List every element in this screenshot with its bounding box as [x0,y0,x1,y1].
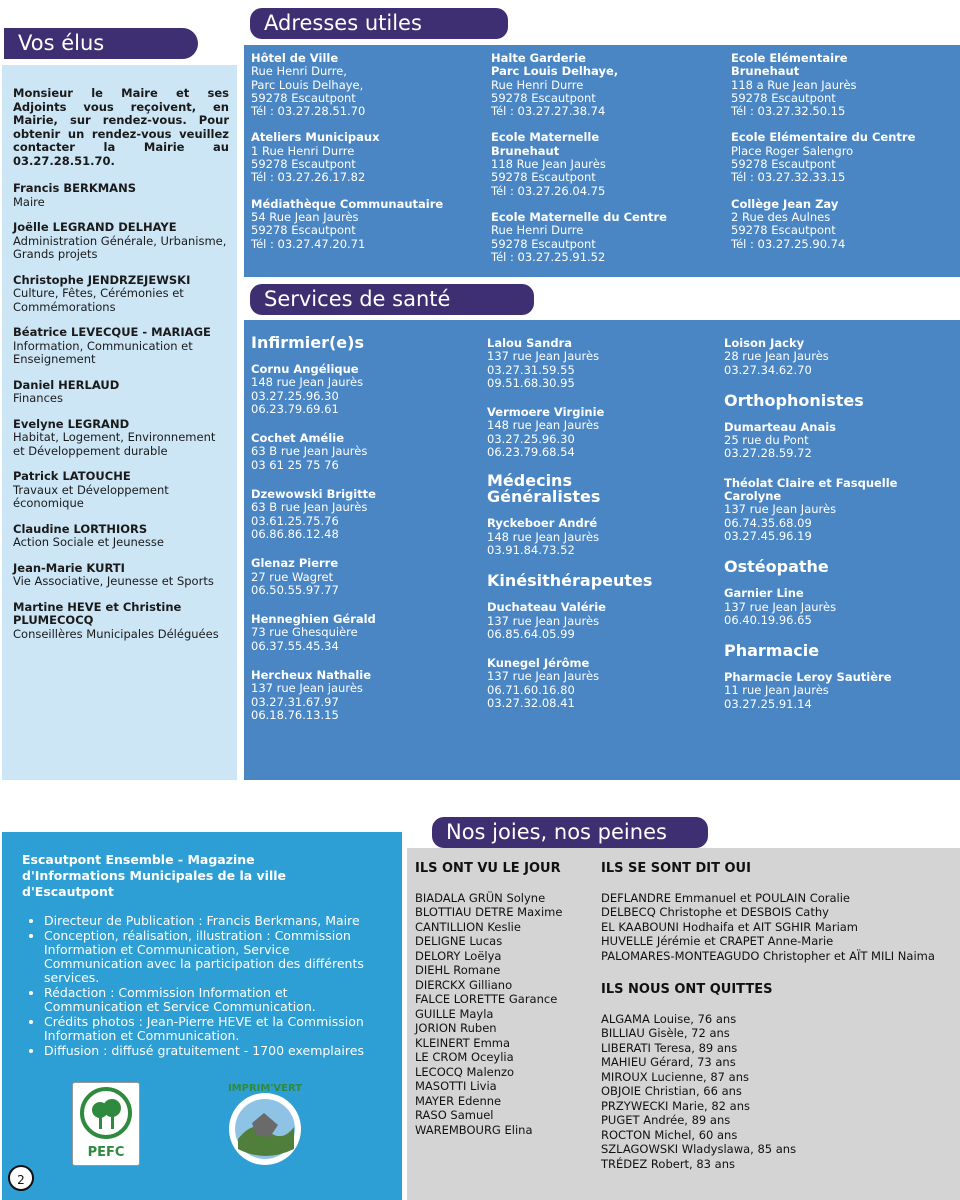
health-entry-line: 03.27.32.08.41 [487,696,575,711]
elu-name: Claudine LORTHIORS [13,521,148,536]
deces-item: ROCTON Michel, 60 ans [601,1127,738,1142]
elu-role: Travaux et Développement économique [13,482,169,510]
pefc-label: PEFC [87,1145,125,1160]
credit-item: • Diffusion : diffusé gratuitement - 1700 exemplaires [44,1044,384,1058]
health-entry-line: 03.27.25.96.30 [251,388,339,403]
credit-item: • Crédits photos : Jean-Pierre HEVE et la Commission Information et Communication. [44,1015,384,1043]
medecins-heading: Médecins Généralistes [487,471,601,507]
address-entry-line: Rue Henri Durre, [251,64,347,79]
health-entry-name: Garnier Line [724,586,804,601]
elu-entry [13,274,229,315]
deces-item: PUGET Andrée, 89 ans [601,1113,731,1127]
naissance-item: MAYER Edenne [415,1093,502,1108]
address-entry-line: 59278 Escautpont [731,157,836,172]
health-entry-name: Duchateau Valérie [487,600,606,615]
address-entry-line: 59278 Escautpont [491,90,596,105]
address-entry-line: 2 Rue des Aulnes [731,209,831,224]
health-entry-line: 148 rue Jean Jaurès [487,418,600,433]
elu-entry [13,182,229,209]
naissance-item: BLOTTIAU DETRE Maxime [415,905,563,919]
elu-role: Maire [13,194,45,209]
health-entry-line: 09.51.68.30.95 [487,375,575,390]
address-entry [491,131,716,197]
address-entry-name-line2: Parc Louis Delhaye, [491,64,619,79]
deces-item: SZLAGOWSKI Wladyslawa, 85 ans [601,1142,797,1156]
address-entry [251,131,476,184]
health-entry [251,669,481,722]
health-entry-line: 148 rue Jean Jaurès [487,529,600,544]
deces-item: OBJOIE Christian, 66 ans [601,1084,742,1098]
naissance-item: WAREMBOURG Elina [415,1122,533,1137]
sante-title: Services de santé [250,284,534,315]
naissance-item: JORION Ruben [415,1021,497,1035]
elus-list [13,182,229,641]
sante-col-2 [487,337,712,726]
address-entry-name: Ateliers Municipaux [251,130,380,145]
kine-heading: Kinésithérapeutes [487,571,653,591]
address-entry-line: Parc Louis Delhaye, [251,77,364,92]
health-entry [487,337,712,390]
health-entry [724,421,954,461]
infirmiers-list-2 [487,337,712,459]
address-entry-line: Rue Henri Durre [491,223,584,238]
health-entry-name: Théolat Claire et Fasquelle Carolyne [724,475,898,504]
elu-entry [13,562,229,589]
health-entry-name: Glenaz Pierre [251,556,339,571]
address-entry-line: 118 Rue Jean Jaurès [491,157,606,172]
deces-item: MAHIEU Gérard, 73 ans [601,1055,736,1069]
address-entry-line: 1 Rue Henri Durre [251,143,355,158]
address-entry-line: 59278 Escautpont [251,157,356,172]
infirmiers-heading: Infirmier(e)s [251,333,364,352]
health-entry-line: 03.27.34.62.70 [724,362,812,377]
naissance-item: RASO Samuel [415,1108,494,1122]
address-entry-line: Tél : 03.27.25.90.74 [731,236,846,251]
sante-col-3 [724,337,954,727]
address-entry [731,52,956,118]
address-entry-line: 118 a Rue Jean Jaurès [731,77,857,92]
infirmiers-list-3 [724,337,954,377]
health-entry-name: Cornu Angélique [251,362,359,376]
address-entry-name: Collège Jean Zay [731,196,839,211]
elu-name: Joëlle LEGRAND DELHAYE [13,220,177,234]
naissance-item: FALCE LORETTE Garance [415,992,558,1006]
health-entry-line: 25 rue du Pont [724,433,809,448]
address-entry-line: 59278 Escautpont [251,90,356,105]
credit-item: • Conception, réalisation, illustration : Commission Information et Communication, Service Communication avec la participation des différents services. [44,929,384,985]
address-entry-line: Tél : 03.27.28.51.70 [251,104,366,119]
elu-entry [13,418,229,459]
address-entry-line: Tél : 03.27.32.50.15 [731,104,846,119]
elu-role: Information, Communication et Enseignement [13,338,193,366]
address-entry-name: Ecole Maternelle du Centre [491,209,667,224]
magazine-credits [22,914,384,1059]
health-entry-name: Cochet Amélie [251,431,345,446]
address-entry-line: Rue Henri Durre [491,77,584,92]
adresses-panel [244,45,960,277]
pharma-list [724,671,954,711]
health-entry-line: 03.27.28.59.72 [724,446,812,461]
health-entry [724,587,954,627]
address-entry-line: 54 Rue Jean Jaurès [251,209,359,224]
health-entry-line: 137 rue Jean Jaurès [487,669,600,684]
address-entry-line: 59278 Escautpont [731,90,836,105]
health-entry-line: 03.27.25.96.30 [487,431,575,446]
elus-panel [2,65,237,780]
health-entry [724,671,954,711]
address-entry-line: Place Roger Salengro [731,143,854,158]
health-entry-line: 03.27.45.96.19 [724,528,812,543]
health-entry-line: 03 61 25 75 76 [251,457,339,472]
health-entry-line: 06.23.79.69.61 [251,401,339,416]
page-number: 2 [8,1165,34,1191]
health-entry-line: 137 rue Jean Jaurès [724,502,837,517]
health-entry-line: 06.74.35.68.09 [724,515,812,530]
elus-intro: Monsieur le Maire et ses Adjoints vous reçoivent, en Mairie, sur rendez-vous. Pour obtenir un rendez-vous veuillez contacter la Mairie au 03.27.28.51.70. [13,86,229,168]
mariages-heading: ILS SE SONT DIT OUI [601,861,751,876]
health-entry [724,477,954,543]
mariage-item: HUVELLE Jérémie et CRAPET Anne-Marie [601,934,834,948]
health-entry-line: 06.23.79.68.54 [487,445,575,460]
address-entry [491,211,716,264]
health-entry-line: 11 rue Jean Jaurès [724,683,829,698]
health-entry-name: Loison Jacky [724,336,805,350]
naissance-item: DELIGNE Lucas [415,934,503,948]
address-entry-line: Tél : 03.27.26.04.75 [491,183,606,198]
address-entry [731,131,956,184]
deces-list [601,1012,956,1172]
address-entry-name: Ecole Elémentaire du Centre [731,130,916,145]
elu-name: Francis BERKMANS [13,181,136,195]
address-entry-name: Ecole Maternelle [491,130,600,145]
elu-name: Patrick LATOUCHE [13,469,131,483]
deces-heading: ILS NOUS ONT QUITTES [601,982,773,997]
naissance-item: LE CROM Oceylia [415,1050,514,1064]
health-entry [251,432,481,472]
naissance-item: LECOCQ Malenzo [415,1064,515,1079]
health-entry-line: 27 rue Wagret [251,569,334,584]
elu-entry [13,470,229,511]
mariage-item: PALOMARES-MONTEAGUDO Christopher et AÏT MILI Naima [601,948,935,963]
naissances-column [415,862,595,1137]
address-entry [491,52,716,118]
health-entry-name: Kunegel Jérôme [487,656,590,671]
elu-name: Béatrice LEVECQUE - MARIAGE [13,325,211,339]
elu-entry [13,523,229,550]
address-entry-name: Ecole Elémentaire [731,51,848,65]
health-entry-line: 03.27.25.91.14 [724,696,812,711]
health-entry-line: 06.37.55.45.34 [251,638,339,653]
health-entry-name: Pharmacie Leroy Sautière [724,670,892,685]
health-entry [251,613,481,653]
health-entry-line: 03.27.31.59.55 [487,362,575,377]
osteo-list [724,587,954,627]
health-entry-line: 137 rue Jean Jaurès [487,613,600,628]
naissance-item: BIADALA GRÜN Solyne [415,890,546,905]
naissances-heading: ILS ONT VU LE JOUR [415,861,561,876]
elu-role: Finances [13,391,63,405]
address-entry-line: Tél : 03.27.47.20.71 [251,236,366,251]
health-entry-line: 03.27.31.67.97 [251,694,339,709]
mariages-column [601,862,956,1171]
health-entry [251,363,481,416]
elu-entry [13,601,229,642]
naissance-item: DELORY Loëlya [415,948,502,963]
mariage-item: EL KAABOUNI Hodhaifa et AIT SGHIR Mariam [601,919,859,934]
kine-list [487,601,712,710]
infirmiers-list [251,363,481,722]
magazine-title: Escautpont Ensemble - Magazine d'Informations Municipales de la ville d'Escautpont [22,852,286,899]
deces-item: BILLIAU Gisèle, 72 ans [601,1026,730,1040]
health-entry [487,601,712,641]
adresses-title: Adresses utiles [250,8,508,39]
address-entry-line: 59278 Escautpont [251,223,356,238]
health-entry-line: 06.40.19.96.65 [724,612,812,627]
health-entry [487,657,712,710]
health-entry [487,406,712,459]
health-entry-line: 06.85.64.05.99 [487,626,575,641]
sante-panel [244,320,960,780]
naissance-item: CANTILLION Keslie [415,919,521,934]
pefc-logo [72,1082,140,1166]
health-entry-line: 03.91.84.73.52 [487,542,575,557]
magazine-panel [2,832,402,1200]
elu-name: Martine HEVE et Christine PLUMECOCQ [13,599,182,627]
ortho-heading: Orthophonistes [724,390,864,410]
pharma-heading: Pharmacie [724,641,820,661]
address-entry-line: Tél : 03.27.25.91.52 [491,249,606,264]
health-entry-name: Henneghien Gérald [251,612,376,627]
health-entry-name: Hercheux Nathalie [251,668,372,683]
elu-entry [13,221,229,262]
naissance-item: DIERCKX Gilliano [415,977,513,992]
mariage-item: DEFLANDRE Emmanuel et POULAIN Coralie [601,890,851,905]
elu-role: Culture, Fêtes, Cérémonies et Commémorations [13,286,184,314]
health-entry-name: Lalou Sandra [487,336,573,350]
joies-panel [407,848,960,1200]
health-entry [724,337,954,377]
mariages-list [601,891,956,964]
health-entry-line: 137 rue Jean Jaurès [724,599,837,614]
naissance-item: GUILLE Mayla [415,1006,494,1021]
elu-entry [13,379,229,406]
address-entry [251,52,476,118]
elu-name: Christophe JENDRZEJEWSKI [13,272,191,287]
health-entry-line: 137 rue Jean Jaurès [487,349,600,364]
deces-item: TRÉDEZ Robert, 83 ans [601,1156,735,1171]
health-entry-line: 137 rue Jean jaurès [251,681,363,696]
address-entry-name: Médiathèque Communautaire [251,196,444,211]
elu-role: Action Sociale et Jeunesse [13,535,164,549]
health-entry [251,488,481,541]
naissance-item: MASOTTI Livia [415,1079,497,1093]
address-entry [731,198,956,251]
elu-entry [13,326,229,367]
address-entry-name-line2: Brunehaut [731,64,800,79]
elu-role: Conseillères Municipales Déléguées [13,626,219,641]
elu-role: Vie Associative, Jeunesse et Sports [13,574,214,588]
health-entry-name: Dumarteau Anais [724,419,837,434]
health-entry-line: 06.18.76.13.15 [251,707,339,722]
credit-item: • Rédaction : Commission Information et Communication et Service Communication. [44,986,384,1014]
mariage-item: DELBECQ Christophe et DESBOIS Cathy [601,905,829,919]
health-entry-line: 28 rue Jean Jaurès [724,349,829,364]
imprimvert-logo [224,1079,306,1169]
address-entry-name: Hôtel de Ville [251,51,339,65]
adresses-col-1 [251,52,476,264]
health-entry-line: 06.50.55.97.77 [251,582,339,597]
elus-title: Vos élus [4,28,198,59]
address-entry-line: 59278 Escautpont [731,223,836,238]
elu-name: Jean-Marie KURTI [13,560,125,575]
medecins-list [487,517,712,557]
health-entry-line: 03.61.25.75.76 [251,513,339,528]
address-entry [251,198,476,251]
elu-role: Habitat, Logement, Environnement et Développement durable [13,430,216,458]
elu-role: Administration Générale, Urbanisme, Grands projets [13,233,227,261]
naissances-list [415,891,595,1138]
health-entry-line: 63 B rue Jean Jaurès [251,500,368,515]
address-entry-line: 59278 Escautpont [491,236,596,251]
address-entry-line: 59278 Escautpont [491,170,596,185]
health-entry-name: Dzewowski Brigitte [251,487,376,502]
health-entry [251,557,481,597]
address-entry-line: Tél : 03.27.27.38.74 [491,104,606,119]
credit-item: • Directeur de Publication : Francis Berkmans, Maire [44,914,384,928]
imprimvert-label: IMPRIM'VERT [227,1083,303,1094]
adresses-col-3 [731,52,956,264]
pefc-tree-icon [73,1083,139,1141]
address-entry-name-line2: Brunehaut [491,143,560,158]
health-entry-name: Ryckeboer André [487,516,598,531]
deces-item: ALGAMA Louise, 76 ans [601,1011,737,1026]
health-entry-line: 06.71.60.16.80 [487,682,575,697]
naissance-item: KLEINERT Emma [415,1035,511,1050]
elu-name: Daniel HERLAUD [13,377,120,392]
sante-col-1 [251,335,481,738]
joies-title: Nos joies, nos peines [432,817,708,848]
health-entry-line: 63 B rue Jean Jaurès [251,444,368,459]
address-entry-line: Tél : 03.27.26.17.82 [251,170,366,185]
address-entry-name: Halte Garderie [491,51,586,65]
osteo-heading: Ostéopathe [724,557,829,577]
health-entry-line: 148 rue Jean Jaurès [251,375,364,390]
health-entry-line: 73 rue Ghesquière [251,625,358,640]
deces-item: LIBERATI Teresa, 89 ans [601,1040,738,1055]
deces-item: PRZYWECKI Marie, 82 ans [601,1098,750,1113]
naissance-item: DIEHL Romane [415,963,501,977]
elu-name: Evelyne LEGRAND [13,416,130,431]
adresses-col-2 [491,52,716,277]
address-entry-line: Tél : 03.27.32.33.15 [731,170,846,185]
health-entry-line: 06.86.86.12.48 [251,526,339,541]
deces-item: MIROUX Lucienne, 87 ans [601,1069,749,1084]
health-entry [487,517,712,557]
ortho-list [724,421,954,543]
health-entry-name: Vermoere Virginie [487,405,605,420]
